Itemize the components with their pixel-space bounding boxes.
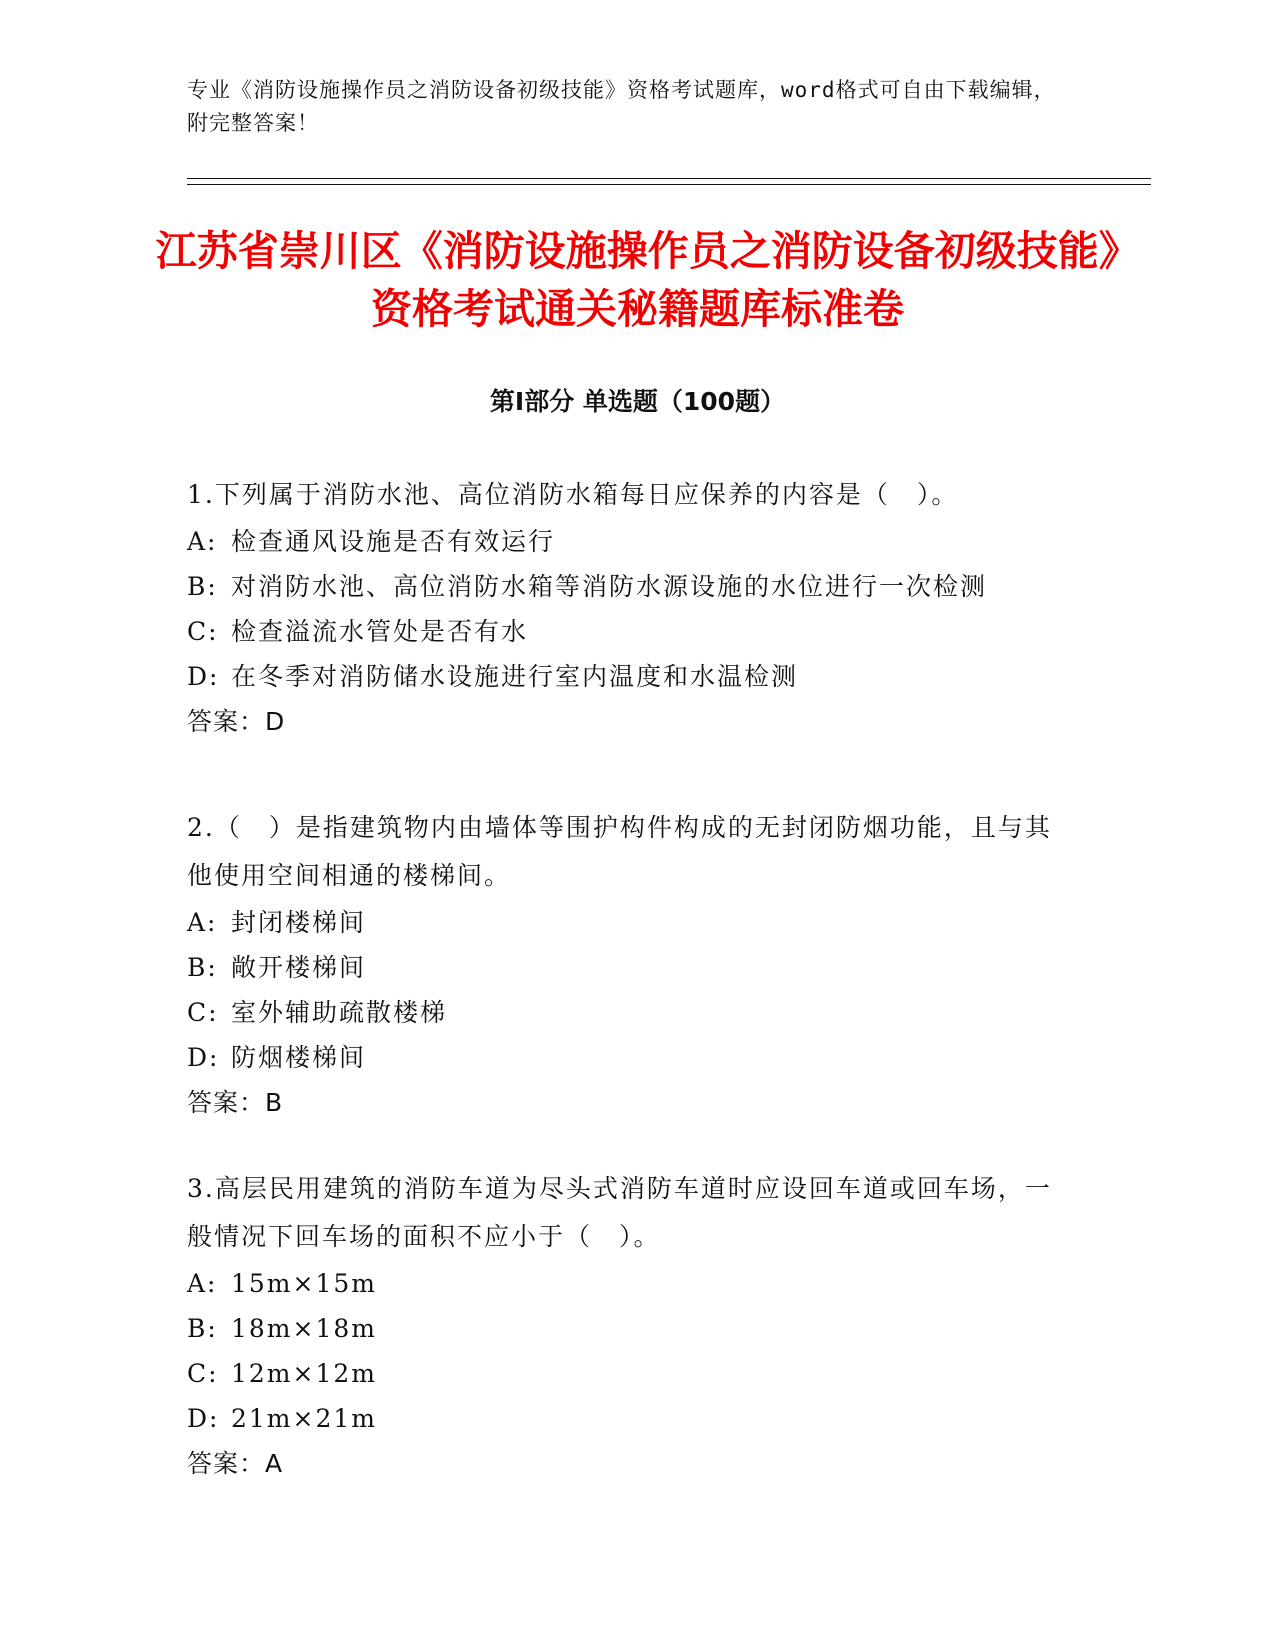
option-text: 室外辅助疏散楼梯 (231, 998, 448, 1027)
option-text: 对消防水池、高位消防水箱等消防水源设施的水位进行一次检测 (231, 572, 988, 601)
option-letter: B: (187, 572, 218, 601)
option-text: 15m×15m (231, 1269, 377, 1298)
option-text: 在冬季对消防储水设施进行室内温度和水温检测 (231, 662, 799, 691)
answer-line: 答案：D (187, 707, 286, 736)
option-letter: D: (187, 1404, 220, 1433)
option-letter: C: (187, 1359, 219, 1388)
document-title: 江苏省崇川区《消防设施操作员之消防设备初级技能》资格考试通关秘籍题库标准卷 (155, 227, 1120, 333)
option-c (187, 1351, 1067, 1396)
answer-line: 答案：A (187, 1449, 284, 1478)
question-2 (187, 804, 1067, 1125)
question-stem: 2.（ ）是指建筑物内由墙体等围护构件构成的无封闭防烟功能，且与其他使用空间相通的楼梯间。 (187, 813, 1052, 890)
option-letter: A: (187, 527, 218, 556)
option-letter: D: (187, 662, 220, 691)
option-text: 12m×12m (231, 1359, 377, 1388)
option-letter: C: (187, 617, 219, 646)
option-text: 检查通风设施是否有效运行 (231, 527, 556, 556)
option-d (187, 1396, 1067, 1441)
option-b (187, 564, 1067, 609)
option-letter: A: (187, 908, 218, 937)
option-d (187, 1035, 1067, 1080)
answer-line: 答案：B (187, 1088, 284, 1117)
option-c (187, 990, 1067, 1035)
option-text: 21m×21m (231, 1404, 377, 1433)
header-rule-top (187, 178, 1151, 179)
question-3 (187, 1165, 1067, 1486)
option-b (187, 1306, 1067, 1351)
option-text: 18m×18m (231, 1314, 377, 1343)
option-a (187, 519, 1067, 564)
option-text: 封闭楼梯间 (231, 908, 367, 937)
option-letter: B: (187, 953, 218, 982)
question-1 (187, 471, 1067, 744)
option-d (187, 654, 1067, 699)
option-letter: C: (187, 998, 219, 1027)
option-letter: A: (187, 1269, 218, 1298)
question-stem: 1.下列属于消防水池、高位消防水箱每日应保养的内容是（ ）。 (187, 480, 959, 509)
question-stem: 3.高层民用建筑的消防车道为尽头式消防车道时应设回车道或回车场，一般情况下回车场的面积不应小于（ ）。 (187, 1174, 1052, 1251)
option-a (187, 1261, 1067, 1306)
option-letter: B: (187, 1314, 218, 1343)
option-text: 敞开楼梯间 (231, 953, 367, 982)
option-b (187, 945, 1067, 990)
option-text: 防烟楼梯间 (231, 1043, 367, 1072)
option-text: 检查溢流水管处是否有水 (231, 617, 529, 646)
option-a (187, 900, 1067, 945)
header-rule-bottom (187, 184, 1151, 185)
section-heading: 第Ⅰ部分 单选题（100题） (489, 387, 786, 416)
option-c (187, 609, 1067, 654)
header-note: 专业《消防设施操作员之消防设备初级技能》资格考试题库，word格式可自由下载编辑，附完整答案！ (187, 78, 1056, 135)
option-letter: D: (187, 1043, 220, 1072)
